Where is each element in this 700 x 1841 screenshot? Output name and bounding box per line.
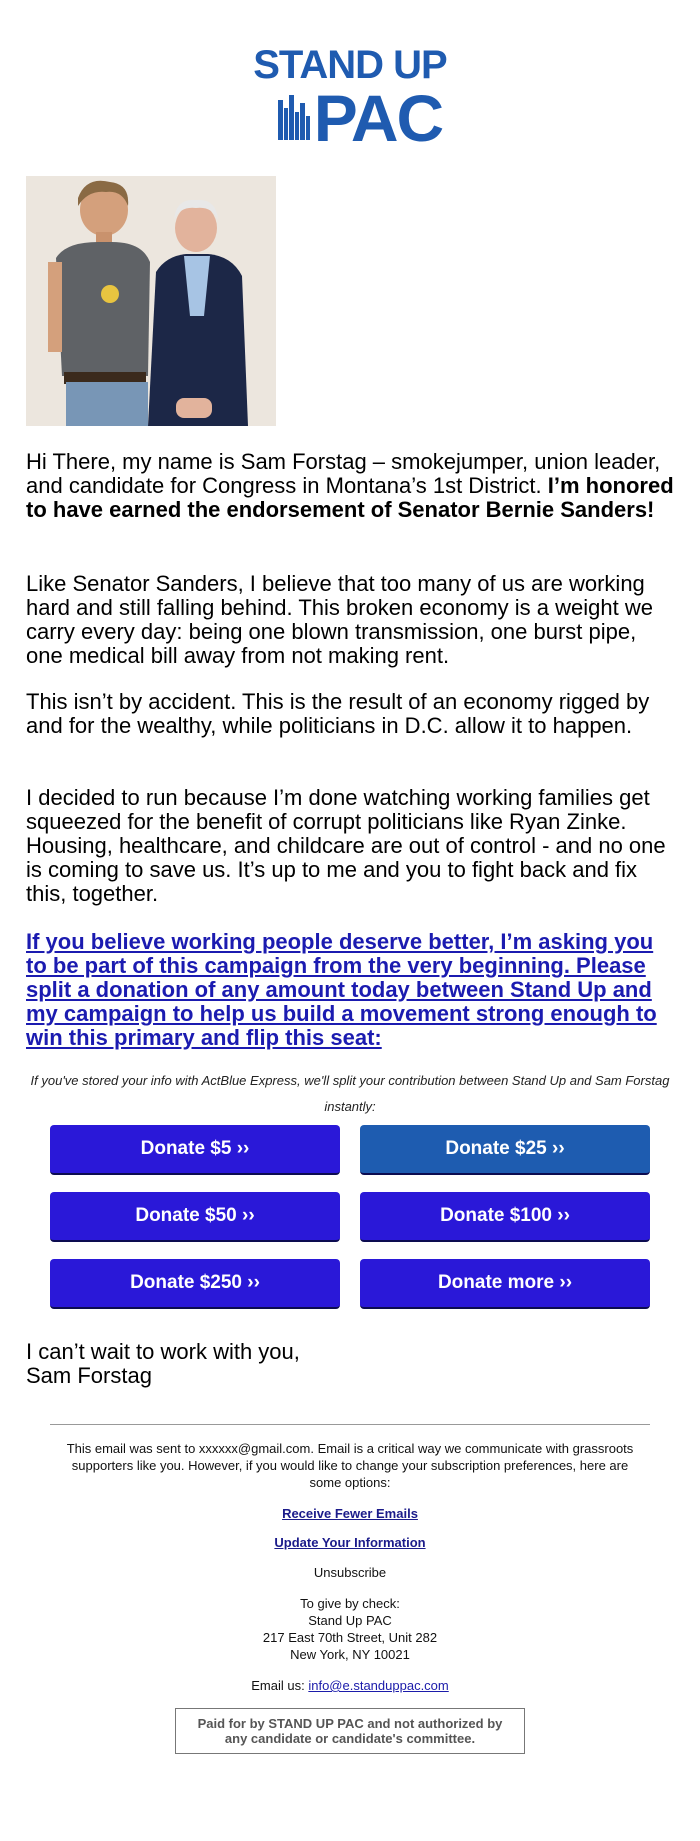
footer-intro: This email was sent to xxxxxx@gmail.com. Email is a critical way we communicate with grassroots supporters like you. However, if you would like to change your subscription preferences, here are some options: xyxy=(66,1441,634,1490)
signature-name: Sam Forstag xyxy=(26,1363,152,1388)
check-city: New York, NY 10021 xyxy=(290,1647,410,1662)
logo-line2: PAC xyxy=(313,81,443,145)
receive-fewer-emails-link[interactable]: Receive Fewer Emails xyxy=(282,1506,418,1521)
donate-100-button[interactable]: Donate $100 ›› xyxy=(360,1192,650,1242)
email-link[interactable]: info@e.standuppac.com xyxy=(308,1678,449,1693)
email-us-line xyxy=(60,1677,640,1694)
intro-text: Hi There, my name is Sam Forstag – smokejumper, union leader, and candidate for Congress in Montana’s 1st District. xyxy=(26,449,661,498)
why-run-paragraph: I decided to run because I’m done watching working families get squeezed for the benefit of corrupt politicians like Ryan Zinke. Housing, healthcare, and childcare are out of control - and no one is coming to save us. It’s up to me and you to fight back and fix this, together. xyxy=(26,785,666,906)
endorsement-text: I’m honored to have earned the endorsement of Senator Bernie Sanders! xyxy=(26,473,674,522)
closing-line: I can’t wait to work with you, xyxy=(26,1339,300,1364)
stand-up-pac-logo xyxy=(0,40,700,145)
closing-signature xyxy=(26,1340,300,1388)
update-information-link[interactable]: Update Your Information xyxy=(274,1535,426,1550)
footer-divider xyxy=(50,1424,650,1425)
rigged-economy-paragraph: This isn’t by accident. This is the result of an economy rigged by and for the wealthy, while politicians in D.C. allow it to happen. xyxy=(26,689,650,738)
intro-paragraph xyxy=(26,450,678,522)
donate-25-button[interactable]: Donate $25 ›› xyxy=(360,1125,650,1175)
donate-250-button[interactable]: Donate $250 ›› xyxy=(50,1259,340,1309)
donate-50-button[interactable]: Donate $50 ›› xyxy=(50,1192,340,1242)
city-skyline-icon xyxy=(278,95,310,140)
actblue-note: If you've stored your info with ActBlue Express, we'll split your contribution between Stand Up and Sam Forstag instantly: xyxy=(30,1073,670,1114)
candidate-photo xyxy=(26,176,276,426)
check-name: Stand Up PAC xyxy=(308,1613,392,1628)
check-address xyxy=(60,1595,640,1663)
logo-line1: STAND UP xyxy=(253,43,447,87)
economy-paragraph: Like Senator Sanders, I believe that too many of us are working hard and still falling behind. This broken economy is a weight we carry every day: being one blown transmission, one burst pipe, one medical bill away from not making rent. xyxy=(26,571,653,668)
donate-more-button[interactable]: Donate more ›› xyxy=(360,1259,650,1309)
donate-5-button[interactable]: Donate $5 ›› xyxy=(50,1125,340,1175)
check-street: 217 East 70th Street, Unit 282 xyxy=(262,1630,438,1645)
email-label: Email us: xyxy=(251,1678,305,1693)
donation-ask-link[interactable]: If you believe working people deserve better, I’m asking you to be part of this campaign from the very beginning. Please split a donation of any amount today between Stand Up and my campaign to help us build a movement strong enough to win this primary and flip this seat: xyxy=(26,929,657,1050)
paid-for-disclaimer: Paid for by STAND UP PAC and not authorized by any candidate or candidate's committee. xyxy=(175,1708,525,1754)
unsubscribe-link[interactable]: Unsubscribe xyxy=(313,1565,387,1580)
check-label: To give by check: xyxy=(300,1596,400,1611)
